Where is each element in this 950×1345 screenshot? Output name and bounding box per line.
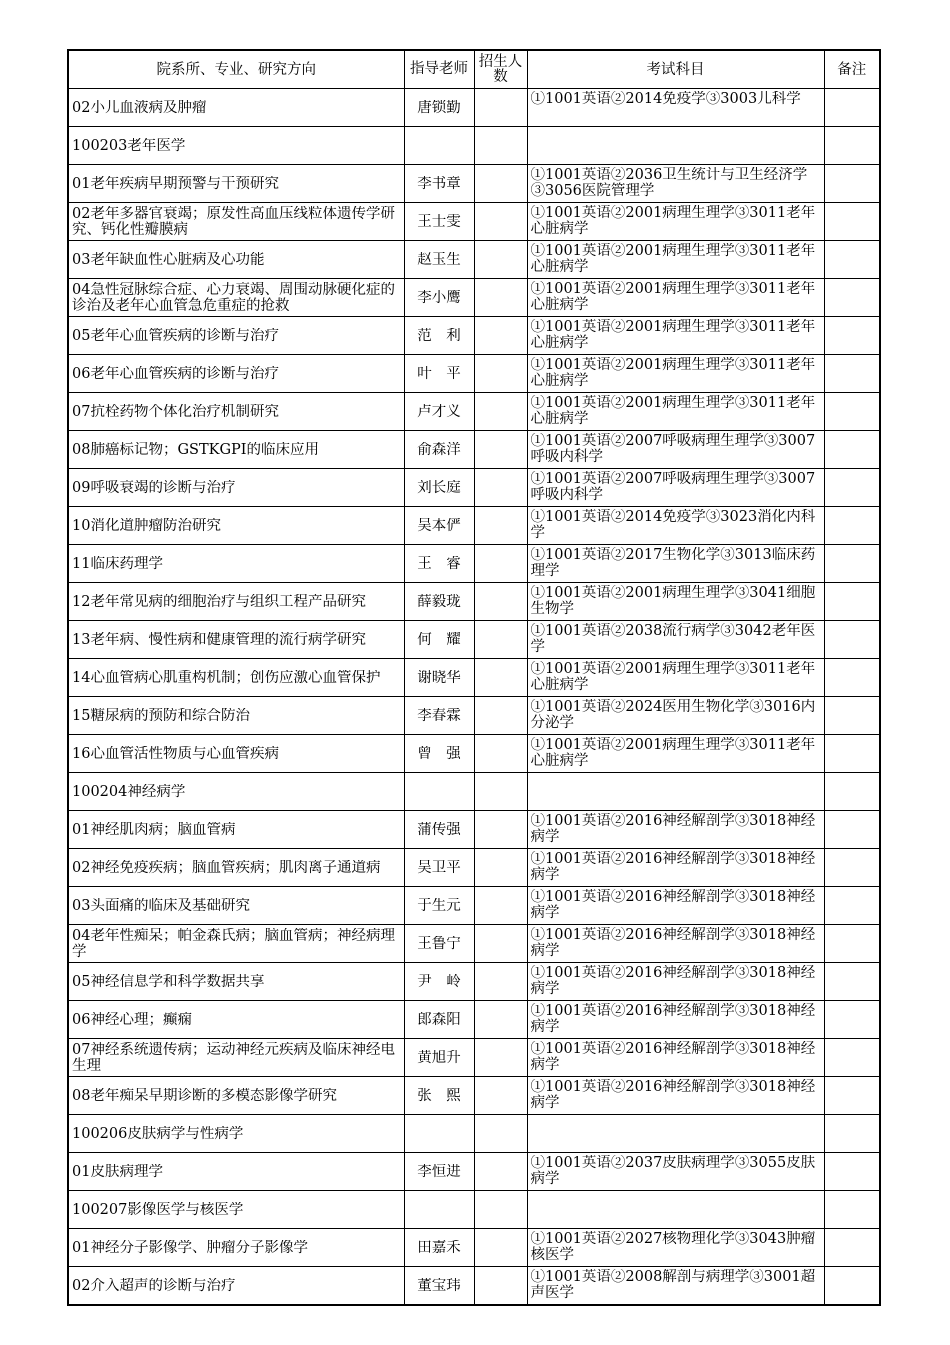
exam-cell-text: ①1001英语②2038流行病学③3042老年医学: [530, 623, 816, 655]
direction-cell-text: 16心血管活性物质与心血管疾病: [72, 745, 279, 762]
exam-cell: [527, 1267, 824, 1306]
note-cell: [824, 735, 880, 773]
advisor-cell: [404, 621, 474, 659]
quota-cell: [474, 165, 527, 203]
quota-cell: [474, 621, 527, 659]
exam-cell: [527, 165, 824, 203]
direction-cell-text: 02介入超声的诊断与治疗: [72, 1277, 236, 1294]
exam-cell-text: ①1001英语②2016神经解剖学③3018神经病学: [530, 813, 816, 845]
direction-cell-text: 11临床药理学: [72, 555, 163, 572]
direction-cell: [68, 811, 404, 849]
advisor-cell: [404, 659, 474, 697]
note-cell: [824, 279, 880, 317]
advisor-cell: [404, 393, 474, 431]
exam-cell-text: ①1001英语②2008解剖与病理学③3001超声医学: [530, 1269, 816, 1301]
table-row: [68, 963, 880, 1001]
direction-cell-text: 01老年疾病早期预警与干预研究: [72, 175, 279, 192]
exam-cell: [527, 697, 824, 735]
direction-cell: [68, 89, 404, 127]
advisor-cell: [404, 697, 474, 735]
advisor-cell-text: 薛毅珑: [417, 593, 461, 610]
quota-cell: [474, 545, 527, 583]
advisor-cell: [404, 583, 474, 621]
advisor-cell-text: 何 耀: [417, 631, 461, 648]
direction-cell: [68, 317, 404, 355]
direction-cell-text: 07神经系统遗传病；运动神经元疾病及临床神经电生理: [72, 1041, 395, 1074]
quota-cell: [474, 203, 527, 241]
advisor-cell-text: 董宝玮: [417, 1277, 461, 1294]
advisor-cell: [404, 1077, 474, 1115]
exam-cell: [527, 545, 824, 583]
direction-cell-text: 100207影像医学与核医学: [72, 1201, 244, 1218]
exam-cell-text: ①1001英语②2016神经解剖学③3018神经病学: [530, 1041, 816, 1073]
table-row: [68, 773, 880, 811]
table-row: [68, 431, 880, 469]
exam-cell: [527, 1039, 824, 1077]
table-row: [68, 621, 880, 659]
advisor-cell-text: 尹 岭: [417, 973, 461, 990]
exam-cell: [527, 469, 824, 507]
advisor-cell: [404, 545, 474, 583]
table-row: [68, 659, 880, 697]
header-quota: 招生人数: [474, 50, 527, 89]
exam-cell-text: ①1001英语②2016神经解剖学③3018神经病学: [530, 1003, 816, 1035]
quota-cell: [474, 469, 527, 507]
exam-cell-text: ①1001英语②2001病理生理学③3011老年心脏病学: [530, 281, 816, 313]
note-cell: [824, 89, 880, 127]
exam-cell: [527, 89, 824, 127]
advisor-cell-text: 卢才义: [417, 403, 461, 420]
direction-cell: [68, 773, 404, 811]
exam-cell: [527, 393, 824, 431]
quota-cell: [474, 1153, 527, 1191]
direction-cell: [68, 1267, 404, 1306]
table-row: [68, 355, 880, 393]
quota-cell: [474, 887, 527, 925]
table-body: [68, 89, 880, 1306]
exam-cell: [527, 621, 824, 659]
direction-cell-text: 100204神经病学: [72, 783, 186, 800]
note-cell: [824, 507, 880, 545]
direction-cell-text: 07抗栓药物个体化治疗机制研究: [72, 403, 279, 420]
note-cell: [824, 1001, 880, 1039]
advisor-cell: [404, 1115, 474, 1153]
direction-cell-text: 10消化道肿瘤防治研究: [72, 517, 221, 534]
direction-cell-text: 03头面痛的临床及基础研究: [72, 897, 250, 914]
direction-cell-text: 08肺癌标记物；GSTKGPI的临床应用: [72, 441, 320, 458]
table-row: [68, 697, 880, 735]
header-direction: 院系所、专业、研究方向: [68, 50, 404, 89]
quota-cell: [474, 279, 527, 317]
note-cell: [824, 1115, 880, 1153]
advisor-cell-text: 王士雯: [417, 213, 461, 230]
table-row: [68, 317, 880, 355]
table-row: [68, 583, 880, 621]
advisor-cell: [404, 355, 474, 393]
advisor-cell-text: 李春霖: [417, 707, 461, 724]
table-row: [68, 925, 880, 963]
advisor-cell-text: 张 熙: [417, 1087, 461, 1104]
exam-cell-text: ①1001英语②2001病理生理学③3041细胞生物学: [530, 585, 816, 617]
direction-cell: [68, 887, 404, 925]
advisor-cell: [404, 925, 474, 963]
table-row: [68, 887, 880, 925]
direction-cell-text: 09呼吸衰竭的诊断与治疗: [72, 479, 236, 496]
direction-cell-text: 01神经分子影像学、肿瘤分子影像学: [72, 1239, 308, 1256]
quota-cell: [474, 1267, 527, 1306]
exam-cell: [527, 279, 824, 317]
advisor-cell: [404, 1039, 474, 1077]
advisor-cell-text: 赵玉生: [417, 251, 461, 268]
advisor-cell: [404, 165, 474, 203]
quota-cell: [474, 583, 527, 621]
quota-cell: [474, 735, 527, 773]
exam-cell: [527, 583, 824, 621]
note-cell: [824, 1039, 880, 1077]
advisor-cell: [404, 431, 474, 469]
note-cell: [824, 963, 880, 1001]
exam-cell: [527, 507, 824, 545]
table-row: [68, 165, 880, 203]
table-row: [68, 1267, 880, 1306]
note-cell: [824, 355, 880, 393]
direction-cell: [68, 659, 404, 697]
exam-cell-text: ①1001英语②2001病理生理学③3011老年心脏病学: [530, 205, 816, 237]
note-cell: [824, 773, 880, 811]
advisor-cell: [404, 773, 474, 811]
direction-cell-text: 05神经信息学和科学数据共享: [72, 973, 265, 990]
note-cell: [824, 241, 880, 279]
direction-cell: [68, 241, 404, 279]
direction-cell: [68, 127, 404, 165]
direction-cell: [68, 1039, 404, 1077]
note-cell: [824, 583, 880, 621]
direction-cell: [68, 583, 404, 621]
exam-cell-text: ①1001英语②2016神经解剖学③3018神经病学: [530, 889, 816, 921]
note-cell: [824, 203, 880, 241]
note-cell: [824, 1077, 880, 1115]
quota-cell: [474, 697, 527, 735]
header-advisor: 指导老师: [404, 50, 474, 89]
quota-cell: [474, 241, 527, 279]
quota-cell: [474, 659, 527, 697]
exam-cell: [527, 431, 824, 469]
exam-cell-text: ①1001英语②2036卫生统计与卫生经济学③3056医院管理学: [530, 167, 808, 199]
table-row: [68, 849, 880, 887]
exam-cell: [527, 1191, 824, 1229]
direction-cell-text: 04老年性痴呆；帕金森氏病；脑血管病；神经病理学: [72, 927, 395, 960]
exam-cell-text: ①1001英语②2027核物理化学③3043肿瘤核医学: [530, 1231, 816, 1263]
quota-cell: [474, 1191, 527, 1229]
direction-cell: [68, 963, 404, 1001]
table-row: [68, 1191, 880, 1229]
quota-cell: [474, 1077, 527, 1115]
quota-cell: [474, 393, 527, 431]
advisor-cell: [404, 127, 474, 165]
quota-cell: [474, 773, 527, 811]
direction-cell: [68, 697, 404, 735]
advisor-cell: [404, 469, 474, 507]
exam-cell: [527, 1001, 824, 1039]
exam-cell-text: ①1001英语②2001病理生理学③3011老年心脏病学: [530, 737, 816, 769]
direction-cell: [68, 925, 404, 963]
quota-cell: [474, 1115, 527, 1153]
exam-cell-text: ①1001英语②2001病理生理学③3011老年心脏病学: [530, 395, 816, 427]
note-cell: [824, 317, 880, 355]
advisor-cell: [404, 1229, 474, 1267]
direction-cell: [68, 279, 404, 317]
quota-cell: [474, 811, 527, 849]
exam-cell-text: ①1001英语②2007呼吸病理生理学③3007呼吸内科学: [530, 471, 816, 503]
note-cell: [824, 1153, 880, 1191]
advisor-cell: [404, 1191, 474, 1229]
direction-cell: [68, 1191, 404, 1229]
direction-cell-text: 08老年痴呆早期诊断的多模态影像学研究: [72, 1087, 337, 1104]
advisor-cell-text: 吴卫平: [417, 859, 461, 876]
advisor-cell: [404, 735, 474, 773]
header-exam: 考试科目: [527, 50, 824, 89]
advisor-cell: [404, 887, 474, 925]
quota-cell: [474, 127, 527, 165]
advisor-cell: [404, 1001, 474, 1039]
exam-cell-text: ①1001英语②2017生物化学③3013临床药理学: [530, 547, 816, 579]
direction-cell: [68, 393, 404, 431]
note-cell: [824, 431, 880, 469]
direction-cell: [68, 1115, 404, 1153]
note-cell: [824, 849, 880, 887]
table-header-row: [68, 50, 880, 89]
note-cell: [824, 925, 880, 963]
note-cell: [824, 393, 880, 431]
exam-cell: [527, 241, 824, 279]
quota-cell: [474, 507, 527, 545]
exam-cell: [527, 963, 824, 1001]
advisor-cell: [404, 507, 474, 545]
direction-cell: [68, 355, 404, 393]
exam-cell-text: ①1001英语②2016神经解剖学③3018神经病学: [530, 927, 816, 959]
note-cell: [824, 165, 880, 203]
advisor-cell: [404, 203, 474, 241]
note-cell: [824, 621, 880, 659]
advisor-cell: [404, 241, 474, 279]
direction-cell: [68, 469, 404, 507]
table-row: [68, 89, 880, 127]
exam-cell-text: ①1001英语②2001病理生理学③3011老年心脏病学: [530, 319, 816, 351]
exam-cell-text: ①1001英语②2016神经解剖学③3018神经病学: [530, 965, 816, 997]
exam-cell: [527, 203, 824, 241]
advisor-cell-text: 曾 强: [417, 745, 461, 762]
exam-cell: [527, 773, 824, 811]
direction-cell: [68, 545, 404, 583]
advisor-cell-text: 李书章: [417, 175, 461, 192]
direction-cell: [68, 849, 404, 887]
table-row: [68, 393, 880, 431]
direction-cell-text: 02小儿血液病及肿瘤: [72, 99, 207, 116]
advisor-cell-text: 刘长庭: [417, 479, 461, 496]
header-note: 备注: [824, 50, 880, 89]
quota-cell: [474, 963, 527, 1001]
direction-cell: [68, 203, 404, 241]
quota-cell: [474, 355, 527, 393]
direction-cell: [68, 507, 404, 545]
direction-cell-text: 13老年病、慢性病和健康管理的流行病学研究: [72, 631, 366, 648]
exam-cell: [527, 1115, 824, 1153]
direction-cell-text: 02神经免疫疾病；脑血管疾病；肌肉离子通道病: [72, 859, 381, 876]
quota-cell: [474, 317, 527, 355]
exam-cell: [527, 811, 824, 849]
direction-cell-text: 06神经心理；癫痫: [72, 1011, 192, 1028]
direction-cell: [68, 621, 404, 659]
note-cell: [824, 545, 880, 583]
direction-cell: [68, 1001, 404, 1039]
note-cell: [824, 697, 880, 735]
note-cell: [824, 887, 880, 925]
advisor-cell-text: 于生元: [417, 897, 461, 914]
admissions-table: [67, 49, 881, 1306]
direction-cell: [68, 165, 404, 203]
exam-cell: [527, 735, 824, 773]
quota-cell: [474, 1001, 527, 1039]
direction-cell-text: 100203老年医学: [72, 137, 186, 154]
note-cell: [824, 659, 880, 697]
table-row: [68, 1001, 880, 1039]
direction-cell: [68, 735, 404, 773]
direction-cell-text: 01神经肌肉病；脑血管病: [72, 821, 236, 838]
exam-cell-text: ①1001英语②2007呼吸病理生理学③3007呼吸内科学: [530, 433, 816, 465]
note-cell: [824, 1267, 880, 1306]
direction-cell: [68, 1153, 404, 1191]
table-row: [68, 1039, 880, 1077]
advisor-cell-text: 李恒进: [417, 1163, 461, 1180]
direction-cell: [68, 1077, 404, 1115]
exam-cell: [527, 1153, 824, 1191]
exam-cell: [527, 127, 824, 165]
advisor-cell: [404, 1267, 474, 1306]
advisor-cell: [404, 89, 474, 127]
table-row: [68, 203, 880, 241]
advisor-cell-text: 黄旭升: [417, 1049, 461, 1066]
exam-cell: [527, 1077, 824, 1115]
quota-cell: [474, 431, 527, 469]
direction-cell: [68, 1229, 404, 1267]
table-row: [68, 1115, 880, 1153]
exam-cell: [527, 659, 824, 697]
advisor-cell-text: 李小鹰: [417, 289, 461, 306]
advisor-cell-text: 吴本俨: [417, 517, 461, 534]
table-row: [68, 1077, 880, 1115]
advisor-cell-text: 唐锁勤: [417, 99, 461, 116]
quota-cell: [474, 1229, 527, 1267]
direction-cell-text: 14心血管病心肌重构机制；创伤应激心血管保护: [72, 669, 381, 686]
exam-cell-text: ①1001英语②2014免疫学③3003儿科学: [530, 91, 801, 107]
table-row: [68, 241, 880, 279]
table-row: [68, 545, 880, 583]
quota-cell: [474, 1039, 527, 1077]
direction-cell-text: 04急性冠脉综合症、心力衰竭、周围动脉硬化症的诊治及老年心血管急危重症的抢救: [72, 281, 395, 314]
advisor-cell-text: 俞森洋: [417, 441, 461, 458]
advisor-cell-text: 田嘉禾: [417, 1239, 461, 1256]
quota-cell: [474, 925, 527, 963]
advisor-cell-text: 王 睿: [417, 555, 461, 572]
exam-cell-text: ①1001英语②2016神经解剖学③3018神经病学: [530, 1079, 816, 1111]
note-cell: [824, 127, 880, 165]
note-cell: [824, 469, 880, 507]
advisor-cell-text: 蒲传强: [417, 821, 461, 838]
table-row: [68, 507, 880, 545]
exam-cell: [527, 925, 824, 963]
exam-cell-text: ①1001英语②2001病理生理学③3011老年心脏病学: [530, 357, 816, 389]
table-row: [68, 1229, 880, 1267]
direction-cell-text: 100206皮肤病学与性病学: [72, 1125, 244, 1142]
table-row: [68, 127, 880, 165]
exam-cell: [527, 1229, 824, 1267]
exam-cell-text: ①1001英语②2037皮肤病理学③3055皮肤病学: [530, 1155, 816, 1187]
note-cell: [824, 811, 880, 849]
table-row: [68, 279, 880, 317]
exam-cell-text: ①1001英语②2001病理生理学③3011老年心脏病学: [530, 661, 816, 693]
note-cell: [824, 1191, 880, 1229]
quota-cell: [474, 89, 527, 127]
direction-cell-text: 05老年心血管疾病的诊断与治疗: [72, 327, 279, 344]
exam-cell: [527, 317, 824, 355]
table-row: [68, 469, 880, 507]
exam-cell: [527, 887, 824, 925]
direction-cell-text: 01皮肤病理学: [72, 1163, 163, 1180]
exam-cell: [527, 849, 824, 887]
exam-cell-text: ①1001英语②2001病理生理学③3011老年心脏病学: [530, 243, 816, 275]
advisor-cell: [404, 279, 474, 317]
table-row: [68, 811, 880, 849]
table-row: [68, 735, 880, 773]
exam-cell: [527, 355, 824, 393]
advisor-cell-text: 郎森阳: [417, 1011, 461, 1028]
advisor-cell: [404, 1153, 474, 1191]
advisor-cell: [404, 963, 474, 1001]
direction-cell-text: 02老年多器官衰竭；原发性高血压线粒体遗传学研究、钙化性瓣膜病: [72, 205, 395, 238]
advisor-cell: [404, 317, 474, 355]
table-row: [68, 1153, 880, 1191]
direction-cell-text: 03老年缺血性心脏病及心功能: [72, 251, 265, 268]
advisor-cell-text: 范 利: [417, 327, 461, 344]
advisor-cell-text: 谢晓华: [417, 669, 461, 686]
advisor-cell: [404, 811, 474, 849]
exam-cell-text: ①1001英语②2016神经解剖学③3018神经病学: [530, 851, 816, 883]
note-cell: [824, 1229, 880, 1267]
advisor-cell: [404, 849, 474, 887]
exam-cell-text: ①1001英语②2014免疫学③3023消化内科学: [530, 509, 816, 541]
direction-cell: [68, 431, 404, 469]
direction-cell-text: 06老年心血管疾病的诊断与治疗: [72, 365, 279, 382]
direction-cell-text: 15糖尿病的预防和综合防治: [72, 707, 250, 724]
advisor-cell-text: 王鲁宁: [417, 935, 461, 952]
exam-cell-text: ①1001英语②2024医用生物化学③3016内分泌学: [530, 699, 816, 731]
direction-cell-text: 12老年常见病的细胞治疗与组织工程产品研究: [72, 593, 366, 610]
advisor-cell-text: 叶 平: [417, 365, 461, 382]
quota-cell: [474, 849, 527, 887]
